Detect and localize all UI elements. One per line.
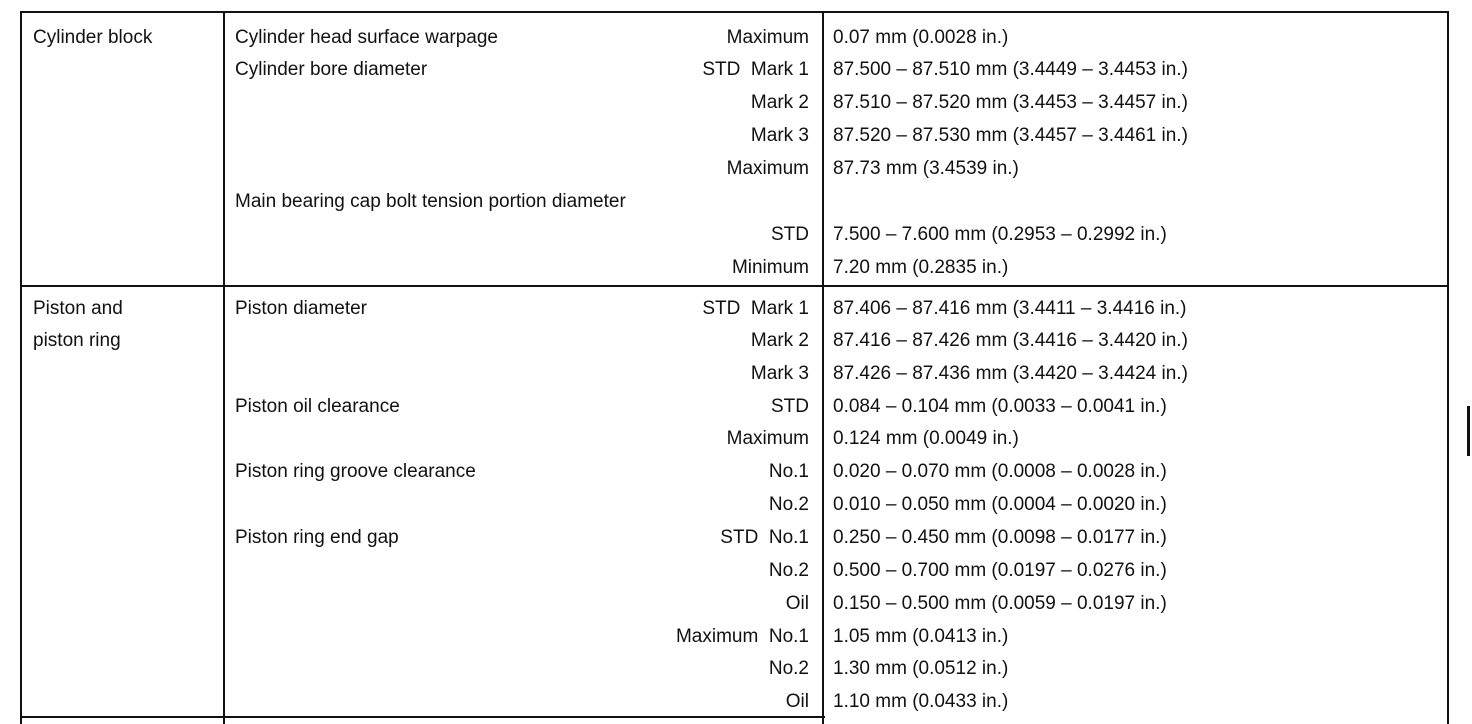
spec-qualifier: No.1	[768, 461, 809, 482]
value-column-divider	[822, 11, 824, 724]
spec-value: 87.426 – 87.436 mm (3.4420 – 3.4424 in.)	[833, 363, 1188, 384]
spec-description: Cylinder bore diameter	[235, 59, 428, 80]
category-column-divider	[223, 11, 225, 724]
spec-qualifier: Mark 3	[750, 363, 809, 384]
spec-qualifier: Oil	[785, 691, 809, 712]
spec-value: 0.084 – 0.104 mm (0.0033 – 0.0041 in.)	[833, 396, 1167, 417]
spec-qualifier: STD	[771, 224, 809, 245]
spec-value: 0.250 – 0.450 mm (0.0098 – 0.0177 in.)	[833, 527, 1167, 548]
spec-qualifier: Maximum No.1	[675, 626, 809, 647]
spec-value: 87.416 – 87.426 mm (3.4416 – 3.4420 in.)	[833, 330, 1188, 351]
spec-value: 87.406 – 87.416 mm (3.4411 – 3.4416 in.)	[833, 298, 1187, 319]
margin-mark	[1467, 406, 1470, 456]
spec-qualifier: Maximum	[726, 428, 809, 449]
category-piston-and-piston-ring-line2: piston ring	[33, 330, 121, 351]
spec-qualifier: STD Mark 1	[702, 298, 809, 319]
spec-value: 0.020 – 0.070 mm (0.0008 – 0.0028 in.)	[833, 461, 1167, 482]
category-piston-and-piston-ring: Piston and	[33, 298, 123, 319]
table-right-border-lower	[1447, 287, 1449, 724]
table-left-border	[20, 11, 22, 724]
spec-value: 0.124 mm (0.0049 in.)	[833, 428, 1019, 449]
spec-qualifier: Maximum	[726, 158, 809, 179]
table-right-border	[1447, 11, 1449, 285]
spec-value: 0.500 – 0.700 mm (0.0197 – 0.0276 in.)	[833, 560, 1167, 581]
spec-qualifier: Mark 3	[750, 125, 809, 146]
spec-qualifier: Mark 2	[750, 92, 809, 113]
spec-value: 1.05 mm (0.0413 in.)	[833, 626, 1009, 647]
spec-value: 1.30 mm (0.0512 in.)	[833, 658, 1009, 679]
spec-qualifier: No.2	[768, 560, 809, 581]
spec-description: Piston ring end gap	[235, 527, 399, 548]
spec-description: Cylinder head surface warpage	[235, 27, 498, 48]
spec-qualifier: No.2	[768, 658, 809, 679]
table-bottom-stub	[20, 716, 825, 718]
spec-description: Main bearing cap bolt tension portion diameter	[235, 191, 626, 212]
spec-description: Piston diameter	[235, 298, 368, 319]
spec-qualifier: STD No.1	[720, 527, 809, 548]
spec-value: 0.150 – 0.500 mm (0.0059 – 0.0197 in.)	[833, 593, 1167, 614]
spec-value: 87.510 – 87.520 mm (3.4453 – 3.4457 in.)	[833, 92, 1188, 113]
spec-qualifier: Maximum	[726, 27, 809, 48]
spec-value: 87.73 mm (3.4539 in.)	[833, 158, 1019, 179]
spec-value: 87.520 – 87.530 mm (3.4457 – 3.4461 in.)	[833, 125, 1188, 146]
spec-value: 0.07 mm (0.0028 in.)	[833, 27, 1009, 48]
category-cylinder-block: Cylinder block	[33, 27, 153, 48]
spec-description: Piston ring groove clearance	[235, 461, 476, 482]
table-top-border	[20, 11, 1449, 13]
spec-description: Piston oil clearance	[235, 396, 400, 417]
spec-value: 7.500 – 7.600 mm (0.2953 – 0.2992 in.)	[833, 224, 1167, 245]
spec-qualifier: STD	[771, 396, 809, 417]
spec-qualifier: STD Mark 1	[702, 59, 809, 80]
spec-qualifier: Mark 2	[750, 330, 809, 351]
spec-qualifier: Minimum	[731, 257, 809, 278]
spec-value: 0.010 – 0.050 mm (0.0004 – 0.0020 in.)	[833, 494, 1167, 515]
section-divider	[20, 285, 1449, 287]
spec-qualifier: No.2	[768, 494, 809, 515]
spec-value: 7.20 mm (0.2835 in.)	[833, 257, 1009, 278]
spec-value: 87.500 – 87.510 mm (3.4449 – 3.4453 in.)	[833, 59, 1188, 80]
spec-qualifier: Oil	[785, 593, 809, 614]
spec-value: 1.10 mm (0.0433 in.)	[833, 691, 1009, 712]
